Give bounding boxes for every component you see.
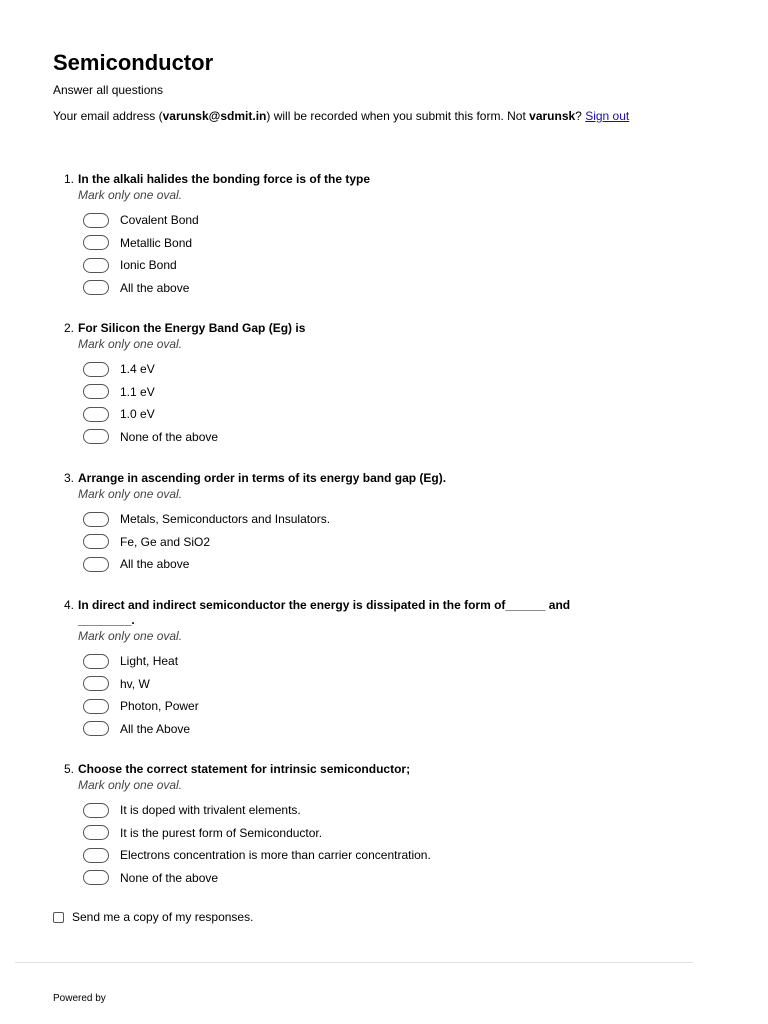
question-2 [64, 321, 644, 448]
radio-oval[interactable] [83, 803, 109, 818]
radio-oval[interactable] [83, 213, 109, 228]
question-number: 1. [64, 172, 75, 186]
question-4 [64, 598, 604, 740]
option-q5-1[interactable] [83, 799, 644, 822]
options-list [64, 358, 644, 448]
radio-oval[interactable] [83, 407, 109, 422]
question-hint: Mark only one oval. [78, 487, 183, 501]
copy-responses-checkbox[interactable] [53, 912, 64, 923]
option-label: 1.0 eV [120, 407, 155, 422]
option-label: Metals, Semiconductors and Insulators. [120, 512, 331, 527]
question-number: 4. [64, 598, 75, 612]
question-mark: ? [575, 109, 586, 123]
radio-oval[interactable] [83, 258, 109, 273]
question-3 [64, 471, 644, 576]
question-text: For Silicon the Energy Band Gap (Eg) is [78, 321, 306, 335]
radio-oval[interactable] [83, 384, 109, 399]
option-q4-1[interactable] [83, 650, 604, 673]
copy-responses-label: Send me a copy of my responses. [72, 910, 254, 924]
user-name: varunsk [529, 109, 576, 123]
option-q2-4[interactable] [83, 426, 644, 449]
option-label: None of the above [120, 870, 219, 885]
option-label: It is the purest form of Semiconductor. [120, 825, 323, 840]
question-number: 5. [64, 762, 75, 776]
sign-out-link[interactable]: Sign out [585, 109, 630, 123]
question-text: Choose the correct statement for intrinsic semiconductor; [78, 762, 411, 776]
question-number: 2. [64, 321, 75, 335]
option-q5-2[interactable] [83, 822, 644, 845]
option-label: Metallic Bond [120, 235, 193, 250]
option-label: All the above [120, 280, 190, 295]
option-q4-4[interactable] [83, 718, 604, 741]
question-title [64, 172, 644, 187]
option-q3-1[interactable] [83, 508, 644, 531]
option-q5-4[interactable] [83, 867, 644, 890]
question-5 [64, 762, 644, 889]
option-q1-1[interactable] [83, 209, 644, 232]
option-q1-2[interactable] [83, 232, 644, 255]
option-q5-3[interactable] [83, 844, 644, 867]
option-label: 1.1 eV [120, 384, 155, 399]
option-label: Covalent Bond [120, 213, 199, 228]
radio-oval[interactable] [83, 362, 109, 377]
question-number: 3. [64, 471, 75, 485]
footer-divider [15, 962, 693, 963]
option-label: Fe, Ge and SiO2 [120, 534, 211, 549]
question-hint: Mark only one oval. [78, 629, 183, 643]
option-label: It is doped with trivalent elements. [120, 803, 301, 818]
radio-oval[interactable] [83, 825, 109, 840]
radio-oval[interactable] [83, 280, 109, 295]
options-list [64, 508, 644, 576]
radio-oval[interactable] [83, 721, 109, 736]
option-q2-2[interactable] [83, 381, 644, 404]
option-label: 1.4 eV [120, 362, 155, 377]
option-q3-3[interactable] [83, 553, 644, 576]
option-label: All the above [120, 557, 190, 572]
option-q1-4[interactable] [83, 277, 644, 300]
question-text: In direct and indirect semiconductor the energy is dissipated in the form of______ and ________. [78, 598, 571, 627]
question-title [64, 471, 644, 486]
option-q2-3[interactable] [83, 403, 644, 426]
email-notice [53, 109, 643, 123]
question-hint: Mark only one oval. [78, 337, 183, 351]
options-list [64, 799, 644, 889]
form-title: Semiconductor [53, 50, 214, 75]
option-q1-3[interactable] [83, 254, 644, 277]
radio-oval[interactable] [83, 534, 109, 549]
question-text: Arrange in ascending order in terms of its energy band gap (Eg). [78, 471, 447, 485]
radio-oval[interactable] [83, 654, 109, 669]
question-title [64, 762, 644, 777]
email-address: varunsk@sdmit.in [162, 109, 267, 123]
radio-oval[interactable] [83, 848, 109, 863]
options-list [64, 209, 644, 299]
radio-oval[interactable] [83, 870, 109, 885]
radio-oval[interactable] [83, 699, 109, 714]
radio-oval[interactable] [83, 676, 109, 691]
option-label: hv, W [120, 676, 150, 691]
email-suffix: ) will be recorded when you submit this form. Not [266, 109, 530, 123]
options-list [64, 650, 604, 740]
copy-responses-row[interactable] [53, 910, 253, 924]
form-description: Answer all questions [53, 83, 164, 97]
option-q3-2[interactable] [83, 531, 644, 554]
option-label: Light, Heat [120, 654, 179, 669]
option-label: None of the above [120, 429, 219, 444]
option-label: Ionic Bond [120, 258, 177, 273]
option-q2-1[interactable] [83, 358, 644, 381]
option-q4-3[interactable] [83, 695, 604, 718]
option-label: Electrons concentration is more than carrier concentration. [120, 848, 431, 863]
radio-oval[interactable] [83, 235, 109, 250]
question-hint: Mark only one oval. [78, 778, 183, 792]
question-hint: Mark only one oval. [78, 188, 183, 202]
radio-oval[interactable] [83, 512, 109, 527]
question-title [64, 598, 604, 628]
question-text: In the alkali halides the bonding force is of the type [78, 172, 371, 186]
question-title [64, 321, 644, 336]
radio-oval[interactable] [83, 557, 109, 572]
option-q4-2[interactable] [83, 673, 604, 696]
question-1 [64, 172, 644, 299]
option-label: All the Above [120, 721, 191, 736]
option-label: Photon, Power [120, 699, 199, 714]
email-prefix: Your email address ( [53, 109, 163, 123]
powered-by-text: Powered by [53, 993, 106, 1004]
radio-oval[interactable] [83, 429, 109, 444]
